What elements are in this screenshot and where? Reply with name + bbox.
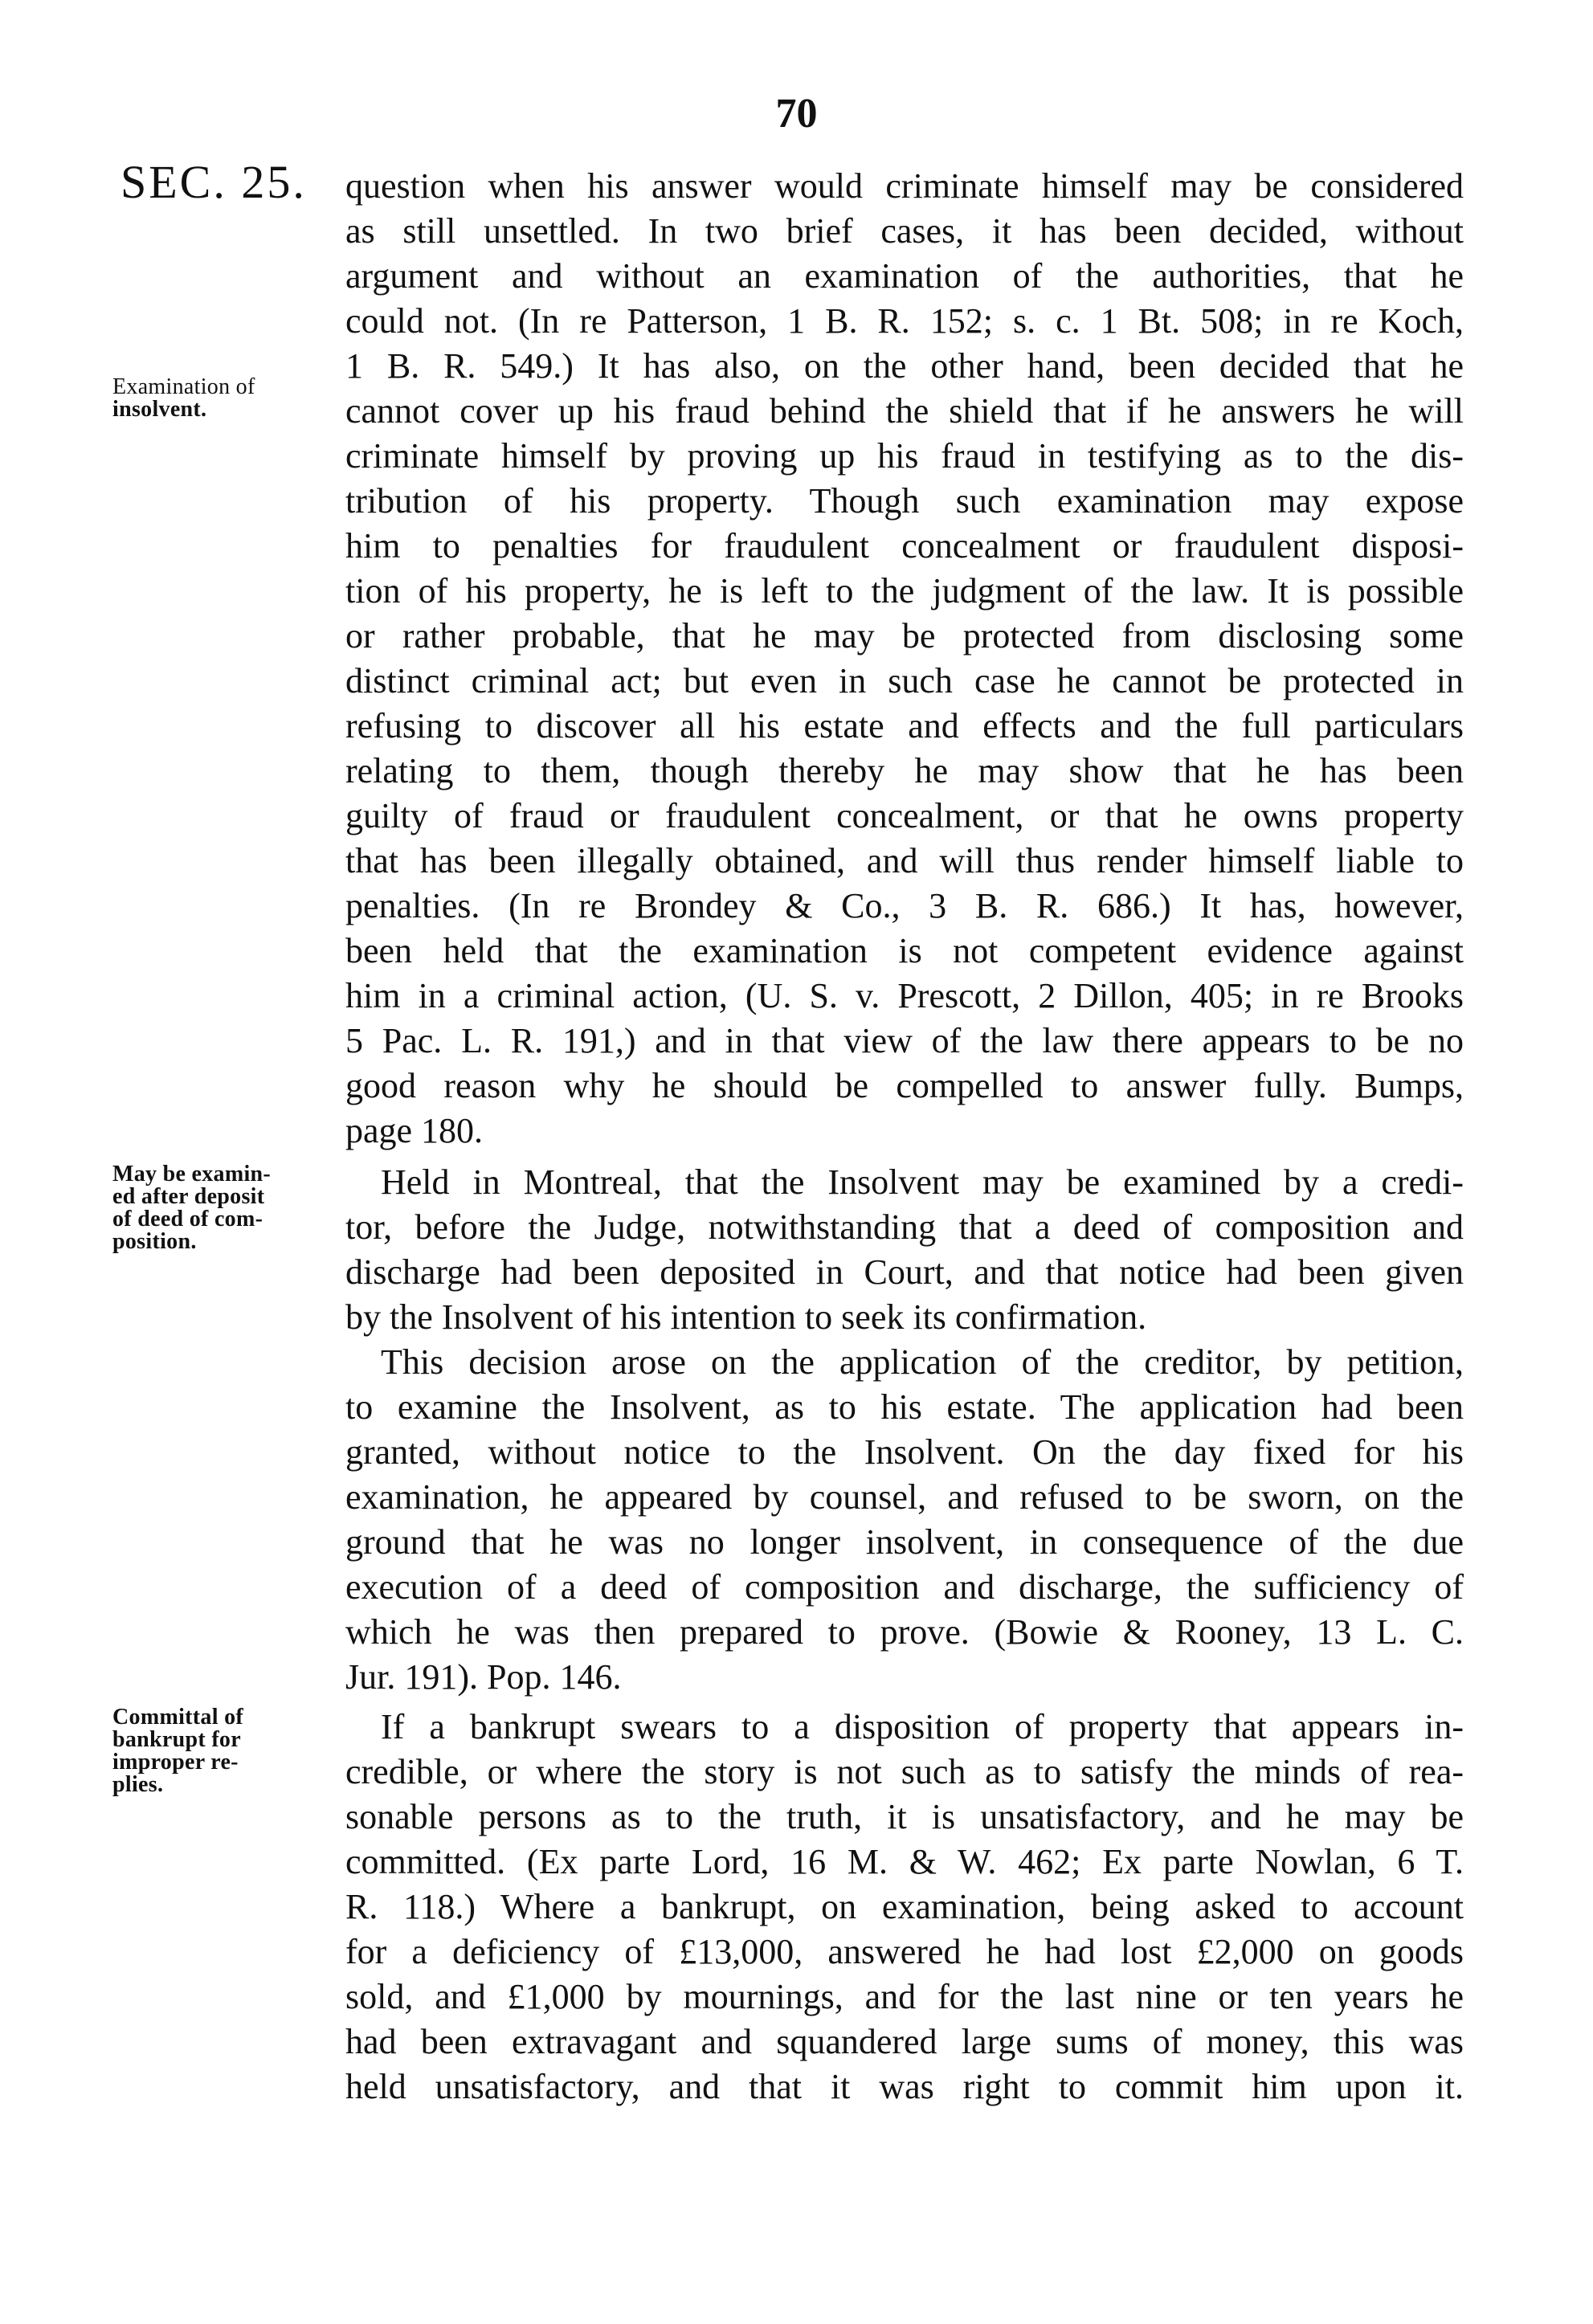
text-line: refusing to discover all his estate and effects and the full particulars xyxy=(345,706,1464,745)
text-line: granted, without notice to the Insolvent. On the day fixed for his xyxy=(345,1432,1464,1472)
text-line: as still unsettled. In two brief cases, it has been decided, without xyxy=(345,211,1464,251)
text-line: that has been illegally obtained, and will thus render himself liable to xyxy=(345,841,1464,880)
text-line: guilty of fraud or fraudulent concealment, or that he owns property xyxy=(345,796,1464,835)
text-line: 5 Pac. L. R. 191,) and in that view of the law there appears to be no xyxy=(345,1021,1464,1060)
text-line: question when his answer would criminate himself may be considered xyxy=(345,166,1464,206)
text-line: execution of a deed of composition and discharge, the sufficiency of xyxy=(345,1567,1464,1607)
text-line: criminate himself by proving up his fraud in testifying as to the dis- xyxy=(345,436,1464,476)
text-line: cannot cover up his fraud behind the shield that if he answers he will xyxy=(345,391,1464,431)
text-line: been held that the examination is not competent evidence against xyxy=(345,931,1464,970)
text-line: him in a criminal action, (U. S. v. Prescott, 2 Dillon, 405; in re Brooks xyxy=(345,976,1464,1015)
text-line: held unsatisfactory, and that it was right to commit him upon it. xyxy=(345,2067,1464,2106)
text-line: which he was then prepared to prove. (Bowie & Rooney, 13 L. C. xyxy=(345,1612,1464,1652)
text-line: page 180. xyxy=(345,1111,484,1150)
text-line: for a deficiency of £13,000, answered he had lost £2,000 on goods xyxy=(345,1932,1464,1971)
text-line: 1 B. R. 549.) It has also, on the other hand, been decided that he xyxy=(345,346,1464,386)
text-line: relating to them, though thereby he may show that he has been xyxy=(345,751,1464,790)
text-line: tion of his property, he is left to the judgment of the law. It is possible xyxy=(345,571,1464,611)
margin-note-line: insolvent. xyxy=(112,397,207,422)
text-line: penalties. (In re Brondey & Co., 3 B. R. 686.) It has, however, xyxy=(345,886,1464,925)
text-line: tor, before the Judge, notwithstanding that a deed of composition and xyxy=(345,1207,1464,1247)
margin-note-line: position. xyxy=(112,1229,197,1254)
text-line: sold, and £1,000 by mournings, and for the last nine or ten years he xyxy=(345,1977,1464,2016)
text-line: could not. (In re Patterson, 1 B. R. 152; s. c. 1 Bt. 508; in re Koch, xyxy=(345,301,1464,341)
margin-note-examination xyxy=(112,376,255,421)
text-line: credible, or where the story is not such as to satisfy the minds of rea- xyxy=(345,1752,1464,1791)
text-line: This decision arose on the application of the creditor, by petition, xyxy=(381,1342,1464,1382)
text-line: him to penalties for fraudulent concealment or fraudulent disposi- xyxy=(345,526,1464,566)
text-line: Held in Montreal, that the Insolvent may be examined by a credi- xyxy=(381,1162,1464,1202)
text-line: had been extravagant and squandered large sums of money, this was xyxy=(345,2022,1464,2061)
margin-note-line: improper re- xyxy=(112,1750,239,1775)
margin-note-committal xyxy=(112,1706,243,1796)
margin-note-line: Examination of xyxy=(112,374,255,399)
text-line: by the Insolvent of his intention to seek its confirmation. xyxy=(345,1297,1147,1337)
text-line: good reason why he should be compelled to answer fully. Bumps, xyxy=(345,1066,1464,1105)
margin-note-line: of deed of com- xyxy=(112,1207,263,1231)
text-line: tribution of his property. Though such examination may expose xyxy=(345,481,1464,521)
margin-note-line: plies. xyxy=(112,1772,164,1797)
margin-note-line: May be examin- xyxy=(112,1162,272,1187)
text-line: ground that he was no longer insolvent, in consequence of the due xyxy=(345,1522,1464,1562)
margin-note-line: bankrupt for xyxy=(112,1727,241,1752)
margin-note-may-be-examined xyxy=(112,1163,271,1253)
text-line: committed. (Ex parte Lord, 16 M. & W. 462; Ex parte Nowlan, 6 T. xyxy=(345,1842,1464,1881)
text-line: If a bankrupt swears to a disposition of property that appears in- xyxy=(381,1707,1464,1746)
text-line: Jur. 191). Pop. 146. xyxy=(345,1657,622,1697)
text-line: discharge had been deposited in Court, and that notice had been given xyxy=(345,1252,1464,1292)
text-line: or rather probable, that he may be protected from disclosing some xyxy=(345,616,1464,656)
page-number: 70 xyxy=(775,91,818,137)
margin-note-line: Committal of xyxy=(112,1705,244,1730)
margin-note-line: ed after deposit xyxy=(112,1184,265,1209)
text-line: R. 118.) Where a bankrupt, on examination, being asked to account xyxy=(345,1887,1464,1926)
text-line: distinct criminal act; but even in such case he cannot be protected in xyxy=(345,661,1464,700)
text-line: to examine the Insolvent, as to his estate. The application had been xyxy=(345,1387,1464,1427)
section-label: SEC. 25. xyxy=(120,156,307,208)
text-line: examination, he appeared by counsel, and refused to be sworn, on the xyxy=(345,1477,1464,1517)
text-line: sonable persons as to the truth, it is unsatisfactory, and he may be xyxy=(345,1797,1464,1836)
text-line: argument and without an examination of the authorities, that he xyxy=(345,256,1464,296)
